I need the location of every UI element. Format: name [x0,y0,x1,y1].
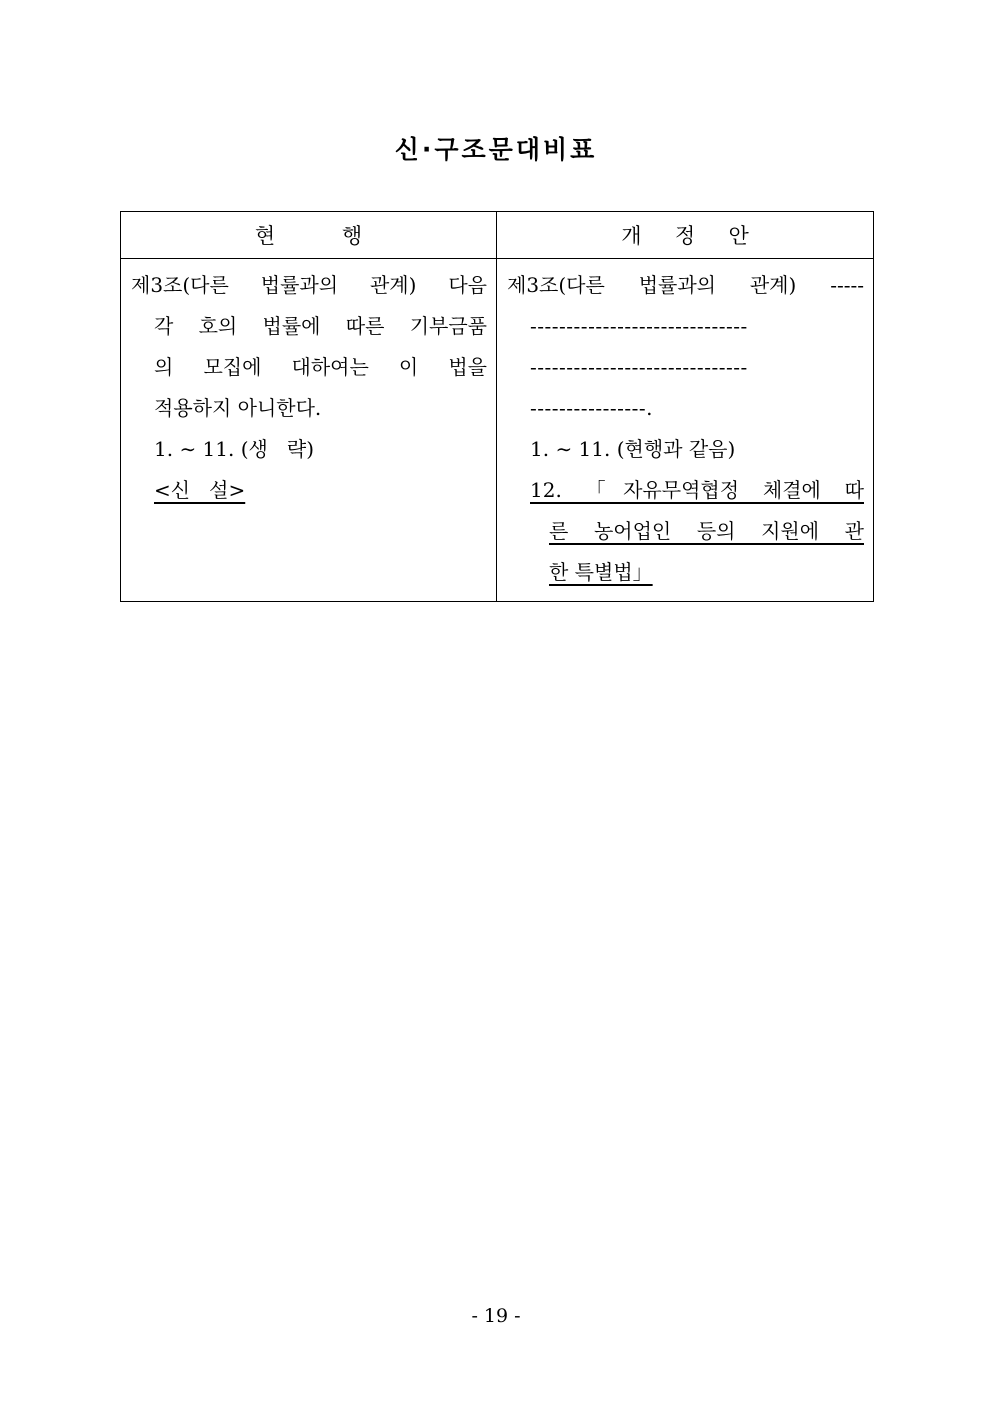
current-item-1-11 [131,429,487,470]
current-article-line: 각 호의 법률에 따른 기부금품 [154,314,487,338]
header-current-label: 현 행 [254,224,363,248]
revised-item-12-line [507,552,864,593]
revised-item-1-11: 1. ∼ 11. (현행과 같음) [530,437,736,461]
revised-article-line: ------------------------------ [530,314,748,338]
current-new-item-text: <신 설> [154,478,246,502]
comparison-table [120,211,874,602]
revised-item-12-line-text: 한 특별법」 [549,560,653,584]
current-item-1-11-text: 1. ∼ 11. (생 략) [154,437,315,461]
header-row [121,212,874,259]
header-revised-label: 개 정 안 [621,224,749,248]
current-text-cell [121,259,497,602]
body-row [121,259,874,602]
revised-article-line-text: 제3조(다른 법률과의 관계) ----- [507,273,864,297]
page-title: 신·구조문대비표 [394,135,598,164]
revised-article-line: ------------------------------ [530,355,748,379]
current-new-item [131,470,487,511]
revised-item-12-line: 른 농어업인 등의 지원에 관 [549,519,864,543]
revised-item-12-line: 12. 「자유무역협정 체결에 따 [530,478,864,502]
revised-text-cell [497,259,874,602]
page-number: - 19 - [471,1305,521,1327]
revised-article-line [507,265,864,306]
header-current [121,212,497,259]
header-revised [497,212,874,259]
current-article-line: 적용하지 아니한다. [154,396,322,420]
current-article-line: 의 모집에 대하여는 이 법을 [154,355,487,379]
current-article-line: 제3조(다른 법률과의 관계) 다음 [131,273,487,297]
revised-article-line: ----------------. [530,396,653,420]
